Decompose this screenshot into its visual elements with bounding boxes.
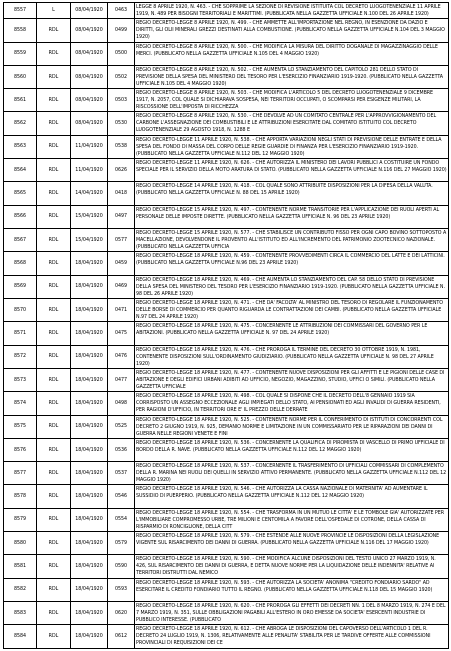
record-number: 8566: [4, 205, 37, 228]
record-type: RDL: [37, 578, 71, 601]
record-type: RDL: [37, 415, 71, 438]
table-row: [4, 392, 449, 415]
record-type: RDL: [37, 89, 71, 112]
record-number: 8573: [4, 368, 37, 391]
record-description-text: REGIO DECRETO-LEGGE 15 APRILE 1920, N. 497. - CONTENENTE NORME TRANSITORIE PER L'APPLICAZIONE DEI RUOLI APERTI AL PERSONALE DELLE IMPOSTE DIRETTE. (PUBBLICATO NELLA GAZZETTA UFFICIALE N. 96 DEL 23 APRILE 1920): [136, 206, 440, 220]
records-body: [4, 3, 449, 649]
table-row: [4, 485, 449, 508]
record-code: 0476: [108, 345, 135, 368]
record-description: [135, 368, 449, 391]
table-row: [4, 368, 449, 391]
record-date: 18/04/1920: [71, 438, 108, 461]
record-code: 0459: [108, 252, 135, 275]
record-type: RDL: [37, 508, 71, 531]
record-description-text: REGIO DECRETO-LEGGE 18 APRILE 1920, N. 546. - CHE AUTORIZZA LA CASSA NAZIONALE DI MATERNITA' AD AUMENTARE IL SUSSIDIO DI PUERPERIO. (PUBBLICATO NELLA GAZZETTA UFFICIALE N.112 DEL 12 MAGGIO 1920): [136, 486, 428, 500]
record-description-text: REGIO DECRETO-LEGGE 8 APRILE 1920, N. 499. - CHE AMMETTE ALL'IMPORTAZIONE NEL REGNO, IN ESENZIONE DA DAZIO E DIRITTI, GLI OLII MINERALI GREZZI DESTINATI ALLA COMBUSTIONE. (PUBBLICATO NELLA GAZZETTA UFFICIALE N.104 DEL 3 MAGGIO 1920): [136, 20, 445, 41]
record-number: 8578: [4, 485, 37, 508]
record-description: [135, 3, 449, 19]
record-description: [135, 415, 449, 438]
record-date: 18/04/1920: [71, 252, 108, 275]
record-number: 8583: [4, 602, 37, 625]
record-description: [135, 182, 449, 205]
record-number: 8564: [4, 159, 37, 182]
table-row: [4, 508, 449, 531]
record-date: 18/04/1920: [71, 578, 108, 601]
record-code: 0538: [108, 135, 135, 158]
record-description-text: REGIO DECRETO-LEGGE 11 APRILE 1920, N. 538. - CHE APPORTA VARIAZIONI NEGLI STATI DI PREVISIONE DELLE ENTRATE E DELLA SPESA DEL FONDO DI MASSA DEL CORPO DELLE REGIE GUARDIE DI FINANZA PER L'ESERCIZIO FINANZIARIO 1919-1920. (PUBBLICATO NELLA GAZZETTA UFFICIALE N.112 DEL 12 MAGGIO 1920): [136, 136, 442, 157]
table-row: [4, 89, 449, 112]
record-code: 0469: [108, 275, 135, 298]
record-type: L: [37, 3, 71, 19]
record-description: [135, 205, 449, 228]
record-code: 0577: [108, 229, 135, 252]
record-description-text: REGIO DECRETO-LEGGE 8 APRILE 1920, N. 500. - CHE MODIFICA LA MISURA DEL DIRITTO DOGANALE DI MAGAZZINAGGIO DELLE MERCI. (PUBBLICATO NELLA GAZZETTA UFFICIALE N.105 DEL 4 MAGGIO 1920): [136, 43, 438, 57]
record-date: 15/04/1920: [71, 205, 108, 228]
record-code: 0502: [108, 65, 135, 88]
record-description-text: REGIO DECRETO-LEGGE 8 APRILE 1920, N. 530. - CHE DEVOLVE AD UN COMITATO CENTRALE PER L'APPROVVIGIONAMENTO DEL CARBONE L'ASSEGNAZIONE DEI COMBUSTIBILI E LE ATTRIBUZIONI ESERCITATE DAL COMITATO ISTITUITO COL DECRETO LUOGOTENENZIALE 29 AGOSTO 1918, N. 1288 E: [136, 113, 437, 134]
record-code: 0537: [108, 462, 135, 485]
record-type: RDL: [37, 252, 71, 275]
record-code: 0525: [108, 415, 135, 438]
record-number: 8576: [4, 438, 37, 461]
record-description-text: REGIO DECRETO-LEGGE 18 APRILE 1920, N. 579. - CHE ESTENDE ALLE NUOVE PROVINCIE LE DISPOSIZIONI DELLA LEGISLAZIONE VIGENTE SUL RISARCIMENTO DEI DANNI DI GUERRA. (PUBBLICATO NELLA GAZZETTA UFFICIALE N.116 DEL 17 MAGGIO 1920): [136, 533, 440, 547]
record-number: 8577: [4, 462, 37, 485]
record-date: 08/04/1920: [71, 65, 108, 88]
records-table: [3, 2, 449, 649]
record-number: 8567: [4, 229, 37, 252]
record-code: 0530: [108, 112, 135, 135]
record-date: 18/04/1920: [71, 298, 108, 321]
record-type: RDL: [37, 625, 71, 649]
record-description: [135, 322, 449, 345]
record-code: 0620: [108, 602, 135, 625]
record-type: RDL: [37, 182, 71, 205]
record-code: 0418: [108, 182, 135, 205]
record-type: RDL: [37, 438, 71, 461]
record-date: 18/04/1920: [71, 415, 108, 438]
record-description: [135, 578, 449, 601]
record-description-text: REGIO DECRETO-LEGGE 18 APRILE 1920, N. 459. - CONTENENTE PROVVEDIMENTI CIRCA IL COMMERCIO DEL LATTE E DEI LATTICINI. (PUBBLICATO NELLA GAZZETTA UFFICIALE N.96 DEL 23 APRILE 1920): [136, 253, 445, 267]
table-row: [4, 345, 449, 368]
record-number: 8582: [4, 578, 37, 601]
record-number: 8569: [4, 275, 37, 298]
record-date: 18/04/1920: [71, 602, 108, 625]
record-date: 18/04/1920: [71, 485, 108, 508]
record-description: [135, 275, 449, 298]
record-description: [135, 625, 449, 649]
record-description-text: REGIO DECRETO-LEGGE 18 APRILE 1920, N. 536. - CONCERNENTE LA QUALIFICA DI PIROMISTA DI VASCELLO DI PRIMO UFFICIALE DI BORDO DELLA R. NAVE. (PUBBLICATO NELLA GAZZETTA UFFICIALE N.112 DEL 12 MAGGIO 1920): [136, 439, 445, 453]
record-code: 0579: [108, 532, 135, 555]
record-description: [135, 345, 449, 368]
record-number: 8584: [4, 625, 37, 649]
record-description-text: REGIO DECRETO-LEGGE 14 APRILE 1920, N. 418. - COL QUALE SONO ATTRIBUITE DISPOSIZIONI PER LA DIFESA DELLA VALUTA. (PUBBLICATO NELLA GAZZETTA UFFICIALE N. 88 DEL 15 APRILE 1920): [136, 183, 433, 197]
record-date: 18/04/1920: [71, 625, 108, 649]
record-code: 0536: [108, 438, 135, 461]
table-row: [4, 462, 449, 485]
table-row: [4, 625, 449, 649]
table-row: [4, 532, 449, 555]
record-type: RDL: [37, 135, 71, 158]
record-date: 08/04/1920: [71, 3, 108, 19]
record-type: RDL: [37, 19, 71, 42]
record-description: [135, 65, 449, 88]
table-row: [4, 65, 449, 88]
record-type: RDL: [37, 159, 71, 182]
record-number: 8562: [4, 112, 37, 135]
record-description: [135, 532, 449, 555]
table-row: [4, 19, 449, 42]
record-description-text: REGIO DECRETO-LEGGE 18 APRILE 1920, N. 525. - CONTENENTE NORME PER IL CONFERIMENTO DI ISTITUTI DI CONCORRENTI COL DECRETO 2 GIUGNO 1919, N. 925, DEMANIO NORME E LIMITAZIONE IN UN COMMISSARIATO PER LE RIPARAZIONI DEI DANNI DI GUERRA NELLE REGIONI VENETE E FINI: [136, 416, 443, 437]
record-description-text: REGIO DECRETO-LEGGE 18 APRILE 1920, N. 471. - CHE DA' FACOLTA' AL MINISTRO DEL TESORO DI REGOLARE IL FUNZIONAMENTO DELLE BORSE DI COMMERCIO PER QUANTO RIGUARDA LE CONTRATTAZIONI DEI CAMBI. (PUBBLICATO NELLA GAZZETTA UFFICIALE N.97 DEL 24 APRILE 1920): [136, 299, 443, 320]
record-number: 8558: [4, 19, 37, 42]
record-date: 18/04/1920: [71, 368, 108, 391]
record-type: RDL: [37, 65, 71, 88]
record-type: RDL: [37, 485, 71, 508]
table-row: [4, 182, 449, 205]
record-code: 0477: [108, 368, 135, 391]
record-date: 08/04/1920: [71, 112, 108, 135]
record-code: 0612: [108, 625, 135, 649]
record-description: [135, 42, 449, 65]
record-code: 0497: [108, 205, 135, 228]
record-description-text: LEGGE 8 APRILE 1920, N. 463. - CHE SOPPRIME LA SEZIONE DI REVISIONE ISTITUITA COL DECRETO LUOGOTENENZIALE 11 APRILE 1919, N. 489 PER BISOGNI TERRITORIALI E MARITTIMI. (PUBBLICATA NELLA GAZZETTA UFFICIALE N.100 DEL 26 APRILE 1920): [136, 4, 441, 17]
record-description-text: REGIO DECRETO-LEGGE 15 APRILE 1920, N. 577. - CHE STABILISCE UN CONTRIBUTO FISSO PER OGNI CAPO BOVINO SOTTOPOSTO A MACELLAZIONE, DEVOLVENDONE IL PROVENTO ALL'ISTITUTO ED ALL'INCREMENTO DEL PATRIMONIO ZOOTECNICO NAZIONALE. (PUBBLICATO NELLA GAZZETTA UFFICIA: [136, 230, 447, 251]
table-row: [4, 298, 449, 321]
table-row: [4, 3, 449, 19]
record-description: [135, 555, 449, 578]
record-description: [135, 602, 449, 625]
record-type: RDL: [37, 42, 71, 65]
record-number: 8560: [4, 65, 37, 88]
record-date: 08/04/1920: [71, 89, 108, 112]
record-date: 11/04/1920: [71, 135, 108, 158]
table-row: [4, 229, 449, 252]
record-code: 0626: [108, 159, 135, 182]
record-type: RDL: [37, 555, 71, 578]
record-code: 0471: [108, 298, 135, 321]
record-type: RDL: [37, 392, 71, 415]
table-row: [4, 112, 449, 135]
record-description-text: REGIO DECRETO-LEGGE 8 APRILE 1920, N. 502. - CHE AUMENTA LO STANZIAMENTO DEL CAPITOLO 281 DELLO STATO DI PREVISIONE DELLA SPESA DEL MINISTERO DEL TESORO PER L'ESERCIZIO FINANZIARIO 1919-1920. (PUBBLICATO NELLA GAZZETTA UFFICIALE N.105 DEL 4 MAGGIO 1920): [136, 66, 444, 87]
record-type: RDL: [37, 275, 71, 298]
record-type: RDL: [37, 602, 71, 625]
record-date: 18/04/1920: [71, 322, 108, 345]
table-row: [4, 275, 449, 298]
record-code: 0498: [108, 392, 135, 415]
record-number: 8572: [4, 345, 37, 368]
record-description-text: REGIO DECRETO-LEGGE 18 APRILE 1920, N. 475. - CONCERNENTE LE ATTRIBUZIONI DEI COMMISSARI DEL GOVERNO PER LE ABITAZIONI. (PUBBLICATO NELLA GAZZETTA UFFICIALE N. 97 DEL 24 APRILE 1920): [136, 323, 428, 337]
record-number: 8580: [4, 532, 37, 555]
record-number: 8559: [4, 42, 37, 65]
record-date: 14/04/1920: [71, 182, 108, 205]
record-description-text: REGIO DECRETO-LEGGE 18 APRILE 1920, N. 590. - CHE MODIFICA ALCUNE DISPOSIZIONI DEL TESTO UNICO 27 MARZO 1919, N. 426, SUL RISARCIMENTO DEI DANNI DI GUERRA, E DETTA NUOVE NORME PER LA LIQUIDAZIONE DELLE INDENNITA' RELATIVE AI TERRITORI DISTRUTTI DAL NEMICO: [136, 556, 436, 577]
table-row: [4, 322, 449, 345]
record-description-text: REGIO DECRETO-LEGGE 18 APRILE 1920, N. 620. - CHE PROROGA GLI EFFETTI DEI DECRETI NN. 1 DEL 8 MARZO 1919, N. 274 E DEL 7 MARZO 1919, N. 351, SULLE OBBLIGAZIONI PAGABILI ALL'ESTERO IN ORO EMESSE DA SOCIETA' ESERCENTI INDUSTRIE DI PUBBLICO INTERESSE. (PUBBLICATO: [136, 603, 446, 624]
record-description-text: REGIO DECRETO-LEGGE 18 APRILE 1920, N. 476. - CHE PROROGA IL TERMINE DEL DECRETO 30 OTTOBRE 1919, N. 1981, CONTENENTE DISPOSIZIONI SULL'ORDINAMENTO GIUDIZIARIO. (PUBBLICATO NELLA GAZZETTA UFFICIALE N. 98 DEL 27 APRILE 1920): [136, 346, 434, 367]
record-number: 8557: [4, 3, 37, 19]
record-type: RDL: [37, 112, 71, 135]
table-row: [4, 42, 449, 65]
record-date: 08/04/1920: [71, 19, 108, 42]
record-date: 18/04/1920: [71, 508, 108, 531]
record-description: [135, 89, 449, 112]
table-row: [4, 205, 449, 228]
record-date: 11/04/1920: [71, 159, 108, 182]
record-description-text: REGIO DECRETO-LEGGE 18 APRILE 1920, N. 554. - CHE TRASFORMA IN UN MUTUO LE CITTA' E LE TOMBOLE GIA' AUTORIZZATE PER L'IMMOBILIARE COMPROMESSO URBE, TRE MILIONI E CENTOMILA A FAVORE DELL'OSPEDALE DI COTRONE, DELLA CASSA DI RISPARMIO DI RONCIGLIONE, DELLA CITT: [136, 509, 444, 530]
record-description: [135, 485, 449, 508]
record-number: 8571: [4, 322, 37, 345]
table-row: [4, 602, 449, 625]
record-code: 0593: [108, 578, 135, 601]
record-number: 8565: [4, 182, 37, 205]
record-number: 8568: [4, 252, 37, 275]
record-description: [135, 508, 449, 531]
record-description: [135, 462, 449, 485]
record-description: [135, 252, 449, 275]
record-description-text: REGIO DECRETO-LEGGE 18 APRILE 1920, N. 612. - CHE ABROGA LE DISPOSIZIONI DEL CAPOVERSO DELL'ARTICOLO 1 DEL R. DECRETO 24 LUGLIO 1919, N. 1306, RELATIVAMENTE ALLE PENALITA' STABILITA PER LE TARDIVE OFFERTE ALLE COMMISSIONI PROVINCIALI DI REQUISIZIONI DEI CE: [136, 626, 431, 647]
table-row: [4, 135, 449, 158]
record-code: 0500: [108, 42, 135, 65]
record-number: 8561: [4, 89, 37, 112]
record-number: 8563: [4, 135, 37, 158]
record-type: RDL: [37, 229, 71, 252]
record-number: 8575: [4, 415, 37, 438]
record-description-text: REGIO DECRETO-LEGGE 18 APRILE 1920, N. 477. - CONTENENTE NUOVE DISPOSIZIONI PER GLI AFFITTI E LE PIGIONI DELLE CASE DI ABITAZIONE E DEGLI EDIFICI URBANI ADIBITI AD UFFICIO, NEGOZIO, MAGAZZINO, STUDIO, UFFICI O SIMILI. (PUBBLICATO NELLA GAZZETTA UFFICIALE: [136, 369, 445, 390]
record-date: 08/04/1920: [71, 42, 108, 65]
record-type: RDL: [37, 298, 71, 321]
record-description-text: REGIO DECRETO-LEGGE 11 APRILE 1920, N. 626. - CHE AUTORIZZA IL MINISTERO DEI LAVORI PUBBLICI A COSTITUIRE UN FONDO SPECIALE PER IL SERVIZIO DELLA MOTO ARATURA DI STATO. (PUBBLICATO NELLA GAZZETTA UFFICIALE N.116 DEL 27 MAGGIO 1920): [136, 160, 447, 174]
table-row: [4, 578, 449, 601]
table-row: [4, 252, 449, 275]
record-description: [135, 135, 449, 158]
record-code: 0475: [108, 322, 135, 345]
record-description: [135, 438, 449, 461]
record-date: 18/04/1920: [71, 275, 108, 298]
record-description-text: REGIO DECRETO-LEGGE 18 APRILE 1920, N. 498. - COL QUALE SI DISPONE CHE IL DECRETO DELL'8 GENNAIO 1919 SIA CORRISPOSTO UN ASSEGNO ECCEZIONALE AGLI IMPIEGATI DELLO STATO, AI PENSIONATI ED AGLI INVALIDI DI GUERRA RESIDENTI, PER RAGIONI D'UFFICIO, IN TERRITORI ORE E' IL PREZZO DELLE DERRATE: [136, 393, 441, 414]
record-code: 0499: [108, 19, 135, 42]
record-code: 0503: [108, 89, 135, 112]
record-code: 0554: [108, 508, 135, 531]
record-type: RDL: [37, 345, 71, 368]
record-date: 18/04/1920: [71, 555, 108, 578]
record-date: 18/04/1920: [71, 532, 108, 555]
record-number: 8581: [4, 555, 37, 578]
record-number: 8570: [4, 298, 37, 321]
table-row: [4, 555, 449, 578]
record-description: [135, 159, 449, 182]
record-type: RDL: [37, 462, 71, 485]
record-description: [135, 298, 449, 321]
record-type: RDL: [37, 322, 71, 345]
record-code: 0463: [108, 3, 135, 19]
record-description-text: REGIO DECRETO-LEGGE 18 APRILE 1920, N. 537. - CONCERNENTE IL TRASFERIMENTO DI UFFICIALI COMMISSARI DI COMPLEMENTO DELLA R. MARINA NEI RUOLI DEI QUELLI IN SERVIZIO ATTIVO PERMANENTE. (PUBBLICATO NELLA GAZZETTA UFFICIALE N.112 DEL 12 MAGGIO 1920): [136, 463, 447, 484]
record-number: 8574: [4, 392, 37, 415]
record-code: 0590: [108, 555, 135, 578]
table-row: [4, 415, 449, 438]
record-number: 8579: [4, 508, 37, 531]
record-code: 0546: [108, 485, 135, 508]
record-description: [135, 229, 449, 252]
record-date: 18/04/1920: [71, 345, 108, 368]
record-date: 15/04/1920: [71, 229, 108, 252]
record-description-text: REGIO DECRETO-LEGGE 8 APRILE 1920, N. 503. - CHE MODIFICA L'ARTICOLO 5 DEL DECRETO LUOGOTENENZIALE 9 DICEMBRE 1917, N. 2057, COL QUALE SI DICHIARAVA SOSPESA, NEI TERRITORI OCCUPATI, O SCOMPARSI PER ESIGENZE MILITARI, LA RISCOSSIONE DELL'IMPOSTA DI RICCHEZZA: [136, 90, 434, 111]
record-description-text: REGIO DECRETO-LEGGE 18 APRILE 1920, N. 593. - CHE AUTORIZZA LA SOCIETA' ANONIMA "CREDITO FONDIARIO SARDO" AD ESERCITARE IL CREDITO FONDIARIO TUTTO IL REGNO. (PUBBLICATO NELLA GAZZETTA UFFICIALE N.118 DEL 15 MAGGIO 1920): [136, 579, 433, 593]
table-row: [4, 159, 449, 182]
record-description: [135, 392, 449, 415]
record-date: 18/04/1920: [71, 392, 108, 415]
record-description: [135, 19, 449, 42]
record-description-text: REGIO DECRETO-LEGGE 18 APRILE 1920, N. 469. - CHE AUMENTA LO STANZIAMENTO DEL CAP. 58 DELLO STATO DI PREVISIONE DELLA SPESA DEL MINISTERO DEL TESORO PER L'ESERCIZIO FINANZIARIO 1919-1920. (PUBBLICATO NELLA GAZZETTA UFFICIALE N. 98 DEL 26 APRILE 1920): [136, 276, 445, 297]
record-type: RDL: [37, 205, 71, 228]
record-description: [135, 112, 449, 135]
record-date: 18/04/1920: [71, 462, 108, 485]
table-row: [4, 438, 449, 461]
record-type: RDL: [37, 368, 71, 391]
record-type: RDL: [37, 532, 71, 555]
